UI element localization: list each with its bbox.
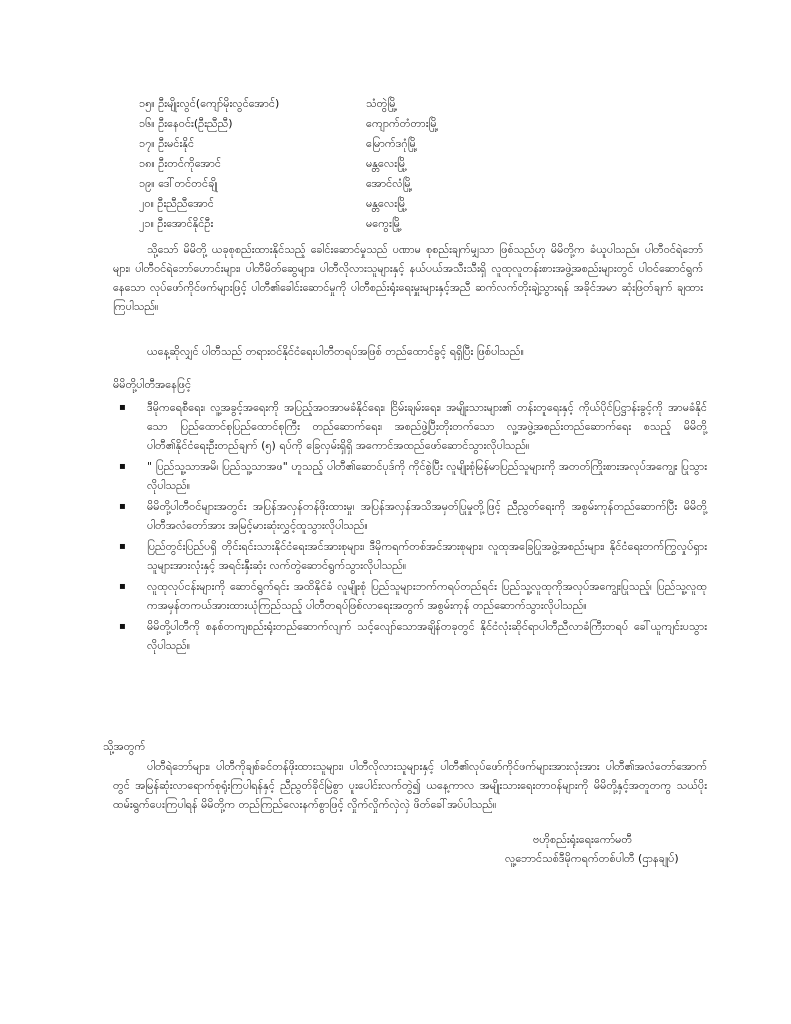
policy-text: " ပြည်သူ့သာအမိ၊ ပြည်သူ့သာအဖ" ဟူသည့် ပါတီ၏ဆောင်ပုဒ်ကို ကိုင်စွဲပြီး လူမျိုးစုံမြန်မာပြည်သူများကို အတတ်ကြိုးစားအလုပ်အကျွေး ပြုသွားလိုပါသည်။ <box>147 460 707 492</box>
leadership-paragraph: သို့သော် မိမိတို့ ယခုစုစည်းထားနိုင်သည့် ခေါင်းဆောင်မှုသည် ပဏာမ စုစည်းချက်မျှသာ ဖြစ်သည်ဟု မိမိတို့က ခံယူပါသည်။ ပါတီဝင်ရဲဘော်များ၊ ပါတီဝင်ရဲဘော်ဟောင်းများ၊ ပါတီမိတ်ဆွေများ၊ ပါတီလိုလားသူများနှင့် နယ်ပယ်အသီးသီးရှိ လူထုလူတန်းစားအဖွဲ့အစည်းများတွင် ပါဝင်ဆောင်ရွက်နေသော လုပ်ဖော်ကိုင်ဖက်များဖြင့် ပါတီ၏ခေါင်းဆောင်မှုကို ပါတီစည်းရုံးရေးမှူးများနှင့်အညီ ဆက်လက်တိုးချဲ့သွားရန် အခိုင်အမာ ဆုံးဖြတ်ချက် ချထားကြပါသည်။ <box>113 243 703 313</box>
closing-heading: သို့အတွက် <box>103 740 146 753</box>
member-city: မန္တလေးမြို့ <box>366 157 407 170</box>
member-city: အောင်လံမြို့ <box>366 177 413 190</box>
square-bullet-icon: ▪ <box>119 621 126 632</box>
square-bullet-icon: ▪ <box>119 501 126 512</box>
square-bullet-icon: ▪ <box>119 461 126 472</box>
signature-committee: ဗဟိုစည်းရုံးရေးကော်မတီ <box>533 833 633 846</box>
policy-item <box>119 398 707 455</box>
policy-text: မိမိတို့ပါတီဝင်များအတွင်း အပြန်အလှန်တန်ဖိုးထားမှု၊ အပြန်အလှန်အသိအမှတ်ပြုမှုတို့ဖြင့် ညီညွတ်ရေးကို အစွမ်းကုန်တည်ဆောက်ပြီး မိမိတို့ပါတီအလံတော်အား အမြင့်မားဆုံးလွှင့်ထူသွားလိုပါသည်။ <box>147 500 707 532</box>
member-name: ၁၇။ ဦးမင်းနိုင် <box>139 137 195 150</box>
registration-paragraph: ယနေ့ဆိုလျှင် ပါတီသည် တရားဝင်နိုင်ငံရေးပါတီတရပ်အဖြစ် တည်ထောင်ခွင့် ရရှိပြီး ဖြစ်ပါသည်။ <box>147 345 524 358</box>
member-city: မကွေးမြို့ <box>366 217 402 230</box>
member-city: ကျောက်တံတားမြို့ <box>366 117 439 130</box>
policy-text: ဒီမိုကရေစီရေး၊ လူ့အခွင့်အရေးကို အပြည့်အဝအာမခံနိုင်ရေး၊ ငြိမ်းချမ်းရေး၊ အမျိုးသားများ၏ တန်းတူရေးနှင့် ကိုယ်ပိုင်ပြဋ္ဌာန်းခွင့်ကို အာမခံနိုင်သော ပြည်ထောင်စုပြည်ထောင်စုကြီး တည်ဆောက်ရေး၊ အစည်ဖွဲ့ပြီးတိုးတက်သော လူ့အဖွဲ့အစည်းတည်ဆောက်ရေး စသည့် မိမိတို့ပါတီ၏နိုင်ငံရေးဦးတည်ချက် (၅) ရပ်ကို ခြေလှမ်းရှိရှိ အကောင်အထည်ဖော်ဆောင်သွားလိုပါသည်။ <box>147 401 707 452</box>
member-row <box>139 134 559 154</box>
member-row <box>139 154 559 174</box>
member-name: ၁၆။ ဦးနေဝင်း(ဦးညီညီ) <box>139 117 233 130</box>
square-bullet-icon: ▪ <box>119 581 126 592</box>
member-list <box>139 94 559 234</box>
policy-item <box>119 617 707 655</box>
policy-item <box>119 577 707 615</box>
member-city: မန္တလေးမြို့ <box>366 197 407 210</box>
member-name: ၁၈။ ဦးတင်ကိုအောင် <box>139 157 222 170</box>
member-row <box>139 214 559 234</box>
member-name: ၁၉။ ဒေါ်တင်တင်ချို <box>139 177 218 190</box>
member-city: သံတွဲမြို့ <box>366 97 398 110</box>
policy-item <box>119 497 707 535</box>
policy-list <box>119 398 707 657</box>
square-bullet-icon: ▪ <box>119 541 126 552</box>
signature-party: လူ့ဘောင်သစ်ဒီမိုကရက်တစ်ပါတီ (ဌာနချုပ်) <box>505 852 679 865</box>
member-row <box>139 114 559 134</box>
member-row <box>139 194 559 214</box>
square-bullet-icon: ▪ <box>119 402 126 413</box>
policy-text: လူထုလုပ်ငန်းများကို ဆောင်ရွက်ရင်း အထိနိုင်ခံ လူမျိုးစုံ ပြည်သူများဘက်ကရပ်တည်ရင်း ပြည်သူ့လူထုကိုအလုပ်အကျွေးပြုသည့်၊ ပြည်သူ့လူထုကအမှန်တကယ်အားထားယုံကြည်သည့် ပါတီတရပ်ဖြစ်လာရေးအတွက် အစွမ်းကုန် တည်ဆောက်သွားလိုပါသည်။ <box>147 580 707 612</box>
member-city: မြောက်ဒဂုံမြို့ <box>366 137 418 150</box>
member-name: ၁၅။ ဦးမျိုးလွင်(ကျော်မိုးလွင်အောင်) <box>139 97 280 110</box>
policy-item <box>119 457 707 495</box>
policy-text: မိမိတို့ပါတီကို စနစ်တကျစည်းရုံးတည်ဆောက်လျက် သင့်လျော်သောအချိန်တခုတွင် နိုင်ငံလုံးဆိုင်ရာပါတီညီလာခံကြီးတရပ် ခေါ်ယူကျင်းပသွားလိုပါသည်။ <box>147 620 707 652</box>
member-name: ၂၁။ ဦးအောင်နိုင်ဦး <box>139 217 214 230</box>
policy-text: ပြည်တွင်းပြည်ပရှိ တိုင်းရင်းသားနိုင်ငံရေးအင်အားစုများ၊ ဒီမိုကရက်တစ်အင်အားစုများ၊ လူထုအခြေပြုအဖွဲ့အစည်းများ၊ နိုင်ငံရေးတက်ကြွလှုပ်ရှားသူများအားလုံးနှင့် အရင်းနှီးဆုံး လက်တွဲဆောင်ရွက်သွားလိုပါသည်။ <box>147 540 707 572</box>
member-row <box>139 174 559 194</box>
member-row <box>139 94 559 114</box>
policy-heading: မိမိတို့ပါတီအနေဖြင့် <box>113 378 192 391</box>
invitation-paragraph: ပါတီရဲဘော်များ၊ ပါတီကိုချစ်ခင်တန်ဖိုးထားသူများ၊ ပါတီလိုလားသူများနှင့် ပါတီ၏လုပ်ဖော်ကိုင်ဖက်များအားလုံးအား ပါတီ၏အလံတော်အောက်တွင် အမြန်ဆုံးလာရောက်စုရုံးကြပါရန်နှင့် ညီညွတ်ခိုင်မြဲစွာ ပူးပေါင်းလက်တွဲ၍ ယနေ့ကာလ အမျိုးသားရေးတာဝန်များကို မိမိတို့နှင့်အတူတကွ သယ်ပိုးထမ်းရွက်ပေးကြပါရန် မိမိတို့က တည်ကြည်လေးနက်စွာဖြင့် လှိုက်လှိုက်လှဲလှဲ ဖိတ်ခေါ်အပ်ပါသည်။ <box>113 760 707 811</box>
member-name: ၂၀။ ဦးညီညီအောင် <box>139 197 214 210</box>
policy-item <box>119 537 707 575</box>
